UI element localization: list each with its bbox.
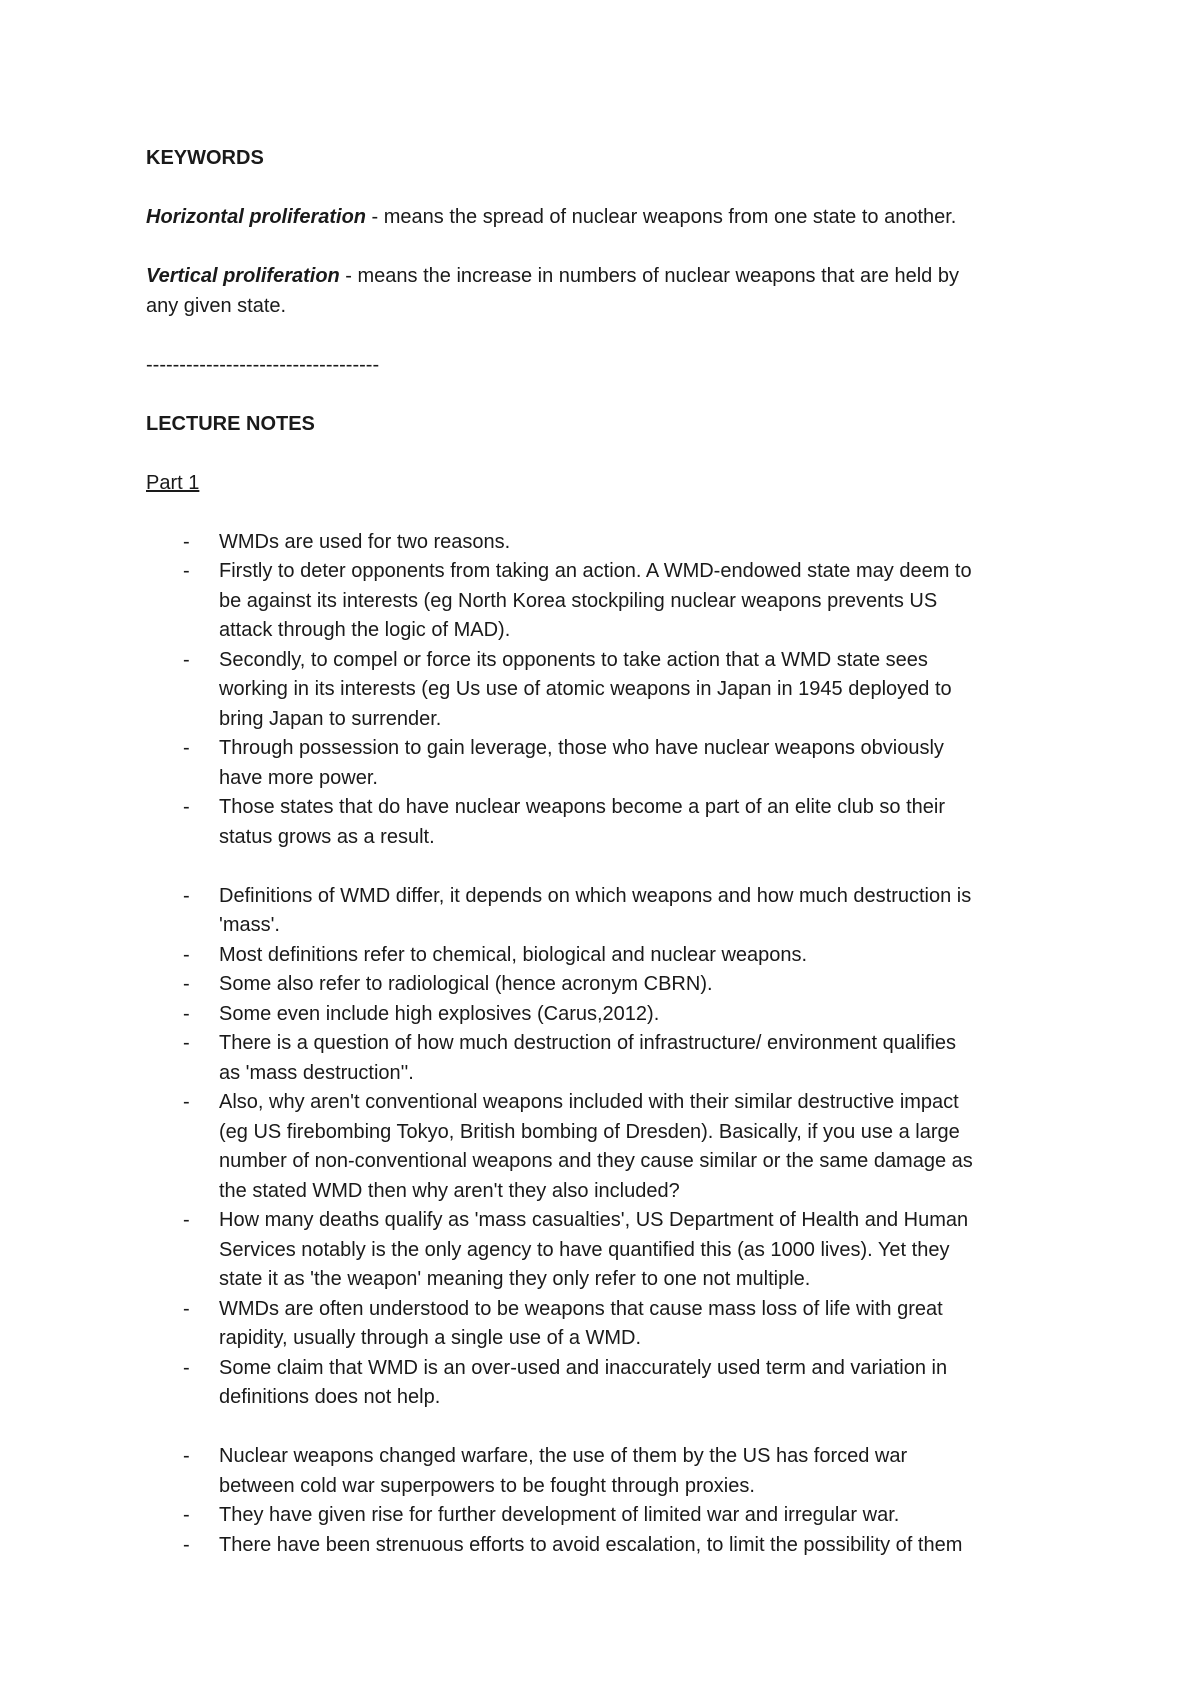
bullet-dash: - — [183, 560, 190, 582]
bullet-dash: - — [183, 1209, 190, 1231]
bullet-text: Some also refer to radiological (hence acronym CBRN). — [219, 973, 713, 995]
list-item — [146, 970, 1066, 1000]
bullet-dash: - — [183, 1032, 190, 1054]
bullet-text: state it as 'the weapon' meaning they only refer to one not multiple. — [219, 1268, 811, 1290]
bullet-text: (eg US firebombing Tokyo, British bombing of Dresden). Basically, if you use a large — [219, 1120, 960, 1143]
bullet-text: There have been strenuous efforts to avoid escalation, to limit the possibility of them — [219, 1533, 963, 1556]
separator-line: ----------------------------------- — [146, 353, 380, 376]
bullet-text: There is a question of how much destruction of infrastructure/ environment qualifies — [219, 1032, 957, 1054]
list-item — [146, 793, 1066, 852]
spacer — [146, 174, 1066, 204]
keywords-heading: KEYWORDS — [146, 147, 264, 169]
lecture-notes-heading: LECTURE NOTES — [146, 412, 315, 435]
list-item — [146, 646, 1066, 735]
list-item — [146, 941, 1066, 971]
bullet-dash: - — [183, 1091, 190, 1113]
bullet-text: bring Japan to surrender. — [219, 707, 442, 730]
keyword-entry-vertical — [146, 262, 1066, 321]
bullet-dash: - — [183, 1002, 190, 1025]
bullet-text: Definitions of WMD differ, it depends on which weapons and how much destruction is — [219, 884, 972, 907]
bullet-text: WMDs are used for two reasons. — [219, 530, 511, 553]
bullet-text: How many deaths qualify as 'mass casualties', US Department of Health and Human — [219, 1209, 969, 1231]
bullet-text: They have given rise for further development of limited war and irregular war. — [219, 1504, 900, 1526]
bullet-text: WMDs are often understood to be weapons that cause mass loss of life with great — [219, 1297, 943, 1320]
spacer — [146, 380, 1066, 410]
bullet-text: Nuclear weapons changed warfare, the use of them by the US has forced war — [219, 1445, 908, 1467]
lecture-bullet-list — [146, 528, 1066, 1561]
bullet-text: Some even include high explosives (Carus,2012). — [219, 1002, 660, 1025]
keyword-entry-horizontal — [146, 203, 1066, 233]
bullet-group-spacer — [146, 1413, 1066, 1443]
keyword-definition-continued: any given state. — [146, 294, 287, 317]
bullet-dash: - — [183, 1445, 190, 1467]
bullet-dash: - — [183, 884, 190, 907]
bullet-text: attack through the logic of MAD). — [219, 619, 511, 641]
bullet-text: 'mass'. — [219, 914, 280, 936]
bullet-text: Also, why aren't conventional weapons included with their similar destructive impact — [219, 1091, 959, 1113]
spacer — [146, 233, 1066, 263]
bullet-text: Services notably is the only agency to have quantified this (as 1000 lives). Yet they — [219, 1238, 950, 1261]
bullet-dash: - — [183, 796, 190, 818]
bullet-text: be against its interests (eg North Korea stockpiling nuclear weapons prevents US — [219, 589, 938, 612]
list-item — [146, 1029, 1066, 1088]
bullet-text: as 'mass destruction''. — [219, 1061, 414, 1084]
bullet-dash: - — [183, 943, 190, 966]
bullet-text: Some claim that WMD is an over-used and inaccurately used term and variation in — [219, 1356, 948, 1379]
bullet-text: between cold war superpowers to be fought through proxies. — [219, 1474, 755, 1497]
spacer — [146, 439, 1066, 469]
bullet-text: status grows as a result. — [219, 825, 435, 848]
list-item — [146, 1206, 1066, 1295]
bullet-dash: - — [183, 530, 190, 553]
list-item — [146, 528, 1066, 558]
bullet-dash: - — [183, 737, 190, 759]
bullet-text: rapidity, usually through a single use of a WMD. — [219, 1327, 642, 1349]
keyword-definition: - means the increase in numbers of nuclear weapons that are held by — [339, 265, 959, 287]
bullet-text: Secondly, to compel or force its opponents to take action that a WMD state sees — [219, 648, 928, 671]
spacer — [146, 498, 1066, 528]
bullet-text: the stated WMD then why aren't they also included? — [219, 1179, 680, 1202]
bullet-text: Through possession to gain leverage, those who have nuclear weapons obviously — [219, 737, 944, 759]
list-item — [146, 734, 1066, 793]
spacer — [146, 321, 1066, 351]
list-item — [146, 557, 1066, 646]
part-title: Part 1 — [146, 471, 200, 494]
bullet-dash: - — [183, 1356, 190, 1379]
bullet-dash: - — [183, 1504, 190, 1526]
bullet-text: number of non-conventional weapons and they cause similar or the same damage as — [219, 1150, 973, 1172]
list-item — [146, 882, 1066, 941]
bullet-dash: - — [183, 1297, 190, 1320]
list-item — [146, 1088, 1066, 1206]
bullet-text: Most definitions refer to chemical, biological and nuclear weapons. — [219, 943, 808, 966]
bullet-text: working in its interests (eg Us use of atomic weapons in Japan in 1945 deployed to — [219, 678, 952, 700]
bullet-text: have more power. — [219, 766, 378, 789]
bullet-dash: - — [183, 973, 190, 995]
document-page — [146, 144, 1066, 1560]
list-item — [146, 1442, 1066, 1501]
bullet-text: Firstly to deter opponents from taking an action. A WMD-endowed state may deem to — [219, 560, 972, 582]
bullet-group-spacer — [146, 852, 1066, 882]
bullet-text: definitions does not help. — [219, 1386, 441, 1408]
keyword-term: Vertical proliferation — [146, 265, 340, 287]
list-item — [146, 1000, 1066, 1030]
list-item — [146, 1501, 1066, 1531]
list-item — [146, 1295, 1066, 1354]
list-item — [146, 1531, 1066, 1561]
bullet-text: Those states that do have nuclear weapons become a part of an elite club so their — [219, 796, 945, 818]
bullet-dash: - — [183, 648, 190, 671]
keyword-term: Horizontal proliferation — [146, 206, 366, 228]
list-item — [146, 1354, 1066, 1413]
bullet-dash: - — [183, 1533, 190, 1556]
keyword-definition: - means the spread of nuclear weapons from one state to another. — [366, 206, 957, 228]
